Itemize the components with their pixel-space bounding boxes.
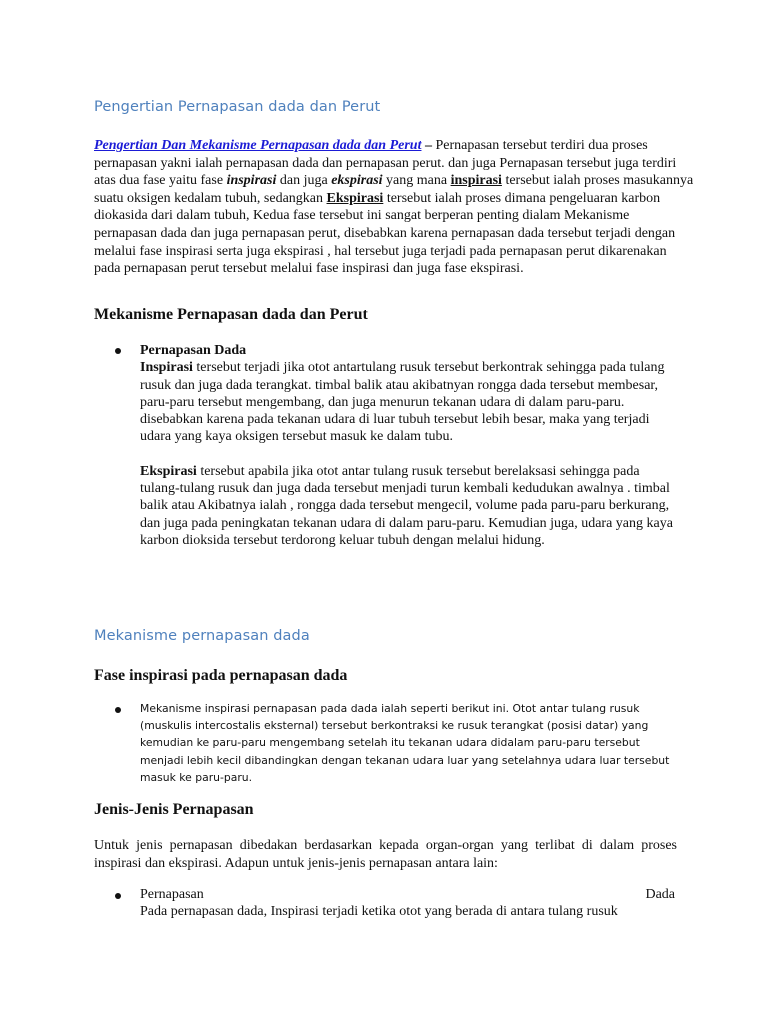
intro-text-1: Pernapasan tersebut terdiri dua proses pernapasan yakni ialah pernapasan dada dan pernapasan perut. dan juga Pernapasan tersebut juga terdiri atas dua fase yaitu fase	[94, 138, 677, 189]
section-title-mekanisme-dada: Mekanisme pernapasan dada	[94, 628, 310, 644]
article-link[interactable]: Pengertian Dan Mekanisme Pernapasan dada dan Perut	[94, 138, 422, 153]
bullet-title-row	[140, 886, 675, 903]
bullet-icon	[115, 893, 121, 899]
heading-jenis-pernapasan: Jenis-Jenis Pernapasan	[94, 801, 254, 818]
intro-text-3: yang mana	[382, 173, 451, 189]
ekspirasi-label: Ekspirasi	[140, 463, 197, 479]
term-inspirasi-underlined: inspirasi	[450, 173, 502, 189]
bullet-pernapasan-dada-2	[140, 886, 680, 921]
dash: –	[421, 138, 436, 153]
term-inspirasi-italic: inspirasi	[226, 173, 277, 189]
term-ekspirasi-underlined: Ekspirasi	[326, 190, 384, 206]
section-title-pengertian: Pengertian Pernapasan dada dan Perut	[94, 99, 381, 115]
bullet-icon	[115, 707, 121, 713]
bullet-title-left: Pernapasan	[140, 887, 204, 902]
bullet-text: Pada pernapasan dada, Inspirasi terjadi ketika otot yang berada di antara tulang rusuk	[140, 904, 618, 920]
bullet-mekanisme-inspirasi: Mekanisme inspirasi pernapasan pada dada ialah seperti berikut ini. Otot antar tulang rusuk (muskulis intercostalis eksternal) tersebut berkontraksi ke rusuk terangkat (posisi datar) yang kemudian ke paru-paru mengembang setelah itu tekanan udara didalam paru-paru tersebut menjadi lebih kecil dibandingkan dengan tekanan udara luar yang setelahnya udara luar tersebut masuk ke paru-paru.	[140, 702, 670, 784]
intro-text-5: tersebut ialah proses dimana pengeluaran karbon diokasida dari dalam tubuh, Kedua fase tersebut ini sangat berperan penting dialam Mekanisme pernapasan dada dan juga pernapasan perut, disebabkan karena pernapasan dada tersebut terjadi dengan melalui fase inspirasi serta juga ekspirasi , hal tersebut juga terjadi pada pernapasan perut dikarenakan pada pernapasan perut tersebut melalui fase inspirasi dan juga fase ekspirasi.	[94, 190, 676, 277]
bullet-icon	[115, 348, 121, 354]
term-ekspirasi-italic: ekspirasi	[331, 173, 383, 189]
intro-paragraph	[94, 137, 694, 278]
inspirasi-paragraph	[140, 359, 680, 445]
intro-text-2: dan juga	[276, 173, 332, 189]
ekspirasi-text: tersebut apabila jika otot antar tulang rusuk tersebut berelaksasi sehingga pada tulang-tulang rusuk dan juga dada tersebut menjadi turun kembali kedudukan awalnya . timbal balik atau Akibatnya ialah , rongga dada tersebut mengecil, volume pada paru-paru berkurang, dan juga pada peningkatan tekanan udara di dalam paru-paru. Kemudian juga, udara yang kaya karbon dioksida tersebut terdorong keluar tubuh dengan melalui hidung.	[140, 463, 673, 548]
bullet-title-right: Dada	[645, 887, 675, 902]
bullet-pernapasan-dada	[140, 342, 680, 549]
bullet-title: Pernapasan Dada	[140, 343, 247, 358]
inspirasi-text: tersebut terjadi jika otot antartulang rusuk tersebut berkontrak sehingga pada tulang rusuk dan juga dada terangkat. timbal balik atau akibatnyan rongga dada tersebut membesar, paru-paru tersebut mengembang, dan juga menurun tekanan udara di dalam paru-paru. disebabkan karena pada tekanan udara di luar tubuh tersebut lebih besar, maka yang terjadi udara yang kaya oksigen tersebut masuk ke dalam tubu.	[140, 360, 665, 445]
heading-fase-inspirasi: Fase inspirasi pada pernapasan dada	[94, 667, 348, 684]
ekspirasi-paragraph	[140, 463, 680, 549]
inspirasi-label: Inspirasi	[140, 360, 193, 376]
jenis-paragraph: Untuk jenis pernapasan dibedakan berdasarkan kepada organ-organ yang terlibat di dalam proses inspirasi dan ekspirasi. Adapun untuk jenis-jenis pernapasan antara lain:	[94, 838, 677, 871]
heading-mekanisme-dada-perut: Mekanisme Pernapasan dada dan Perut	[94, 306, 368, 323]
intro-text-4: tersebut ialah proses masukannya suatu oksigen kedalam tubuh, sedangkan	[94, 173, 694, 206]
